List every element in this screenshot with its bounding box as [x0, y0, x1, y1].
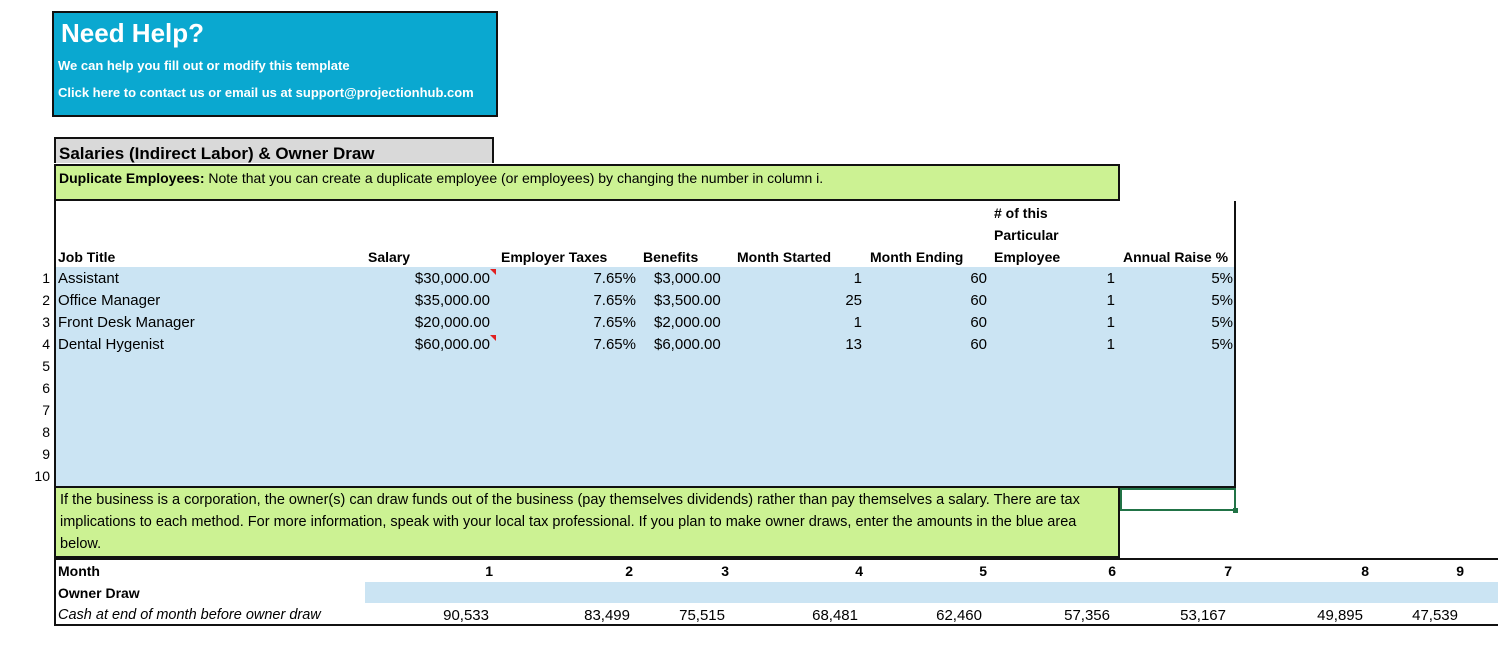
row-number: 9 — [42, 446, 50, 462]
section-title: Salaries (Indirect Labor) & Owner Draw — [54, 137, 494, 163]
cash-value: 90,533 — [443, 607, 489, 624]
col-job-title: Job Title — [58, 249, 116, 265]
job-title-cell[interactable]: Office Manager — [58, 292, 161, 309]
employee-count-cell[interactable]: 1 — [1106, 270, 1115, 287]
col-employer-taxes: Employer Taxes — [501, 249, 608, 265]
annual-raise-cell[interactable]: 5% — [1211, 292, 1233, 309]
cash-value: 62,460 — [936, 607, 982, 624]
month-header: 9 — [1456, 563, 1464, 579]
month-started-cell[interactable]: 13 — [845, 336, 862, 353]
col-employee-count-line2: Particular — [994, 227, 1059, 243]
selected-cell[interactable] — [1120, 488, 1236, 511]
row-number: 4 — [42, 336, 50, 352]
row-number: 7 — [42, 402, 50, 418]
benefits-cell[interactable]: $3,500.00 — [654, 292, 721, 309]
row-number: 10 — [34, 468, 50, 484]
row-number: 6 — [42, 380, 50, 396]
cash-value: 57,356 — [1064, 607, 1110, 624]
cash-value: 75,515 — [679, 607, 725, 624]
need-help-box[interactable] — [52, 11, 498, 117]
owner-draw-label: Owner Draw — [58, 585, 140, 601]
row-number: 3 — [42, 314, 50, 330]
comment-indicator-icon[interactable] — [490, 269, 496, 275]
employee-count-cell[interactable]: 1 — [1106, 336, 1115, 353]
col-employee-count-line1: # of this — [994, 205, 1048, 221]
col-benefits: Benefits — [643, 249, 699, 265]
col-month-started: Month Started — [737, 249, 832, 265]
taxes-cell[interactable]: 7.65% — [593, 270, 636, 287]
fill-handle[interactable] — [1233, 508, 1238, 513]
month-header: 4 — [855, 563, 863, 579]
duplicate-employees-note — [54, 164, 1120, 201]
row-number: 8 — [42, 424, 50, 440]
salary-cell[interactable]: $60,000.00 — [414, 336, 490, 353]
col-salary: Salary — [368, 249, 411, 265]
month-ending-cell[interactable]: 60 — [970, 270, 987, 287]
annual-raise-cell[interactable]: 5% — [1211, 314, 1233, 331]
month-header: 8 — [1361, 563, 1369, 579]
month-header: 1 — [485, 563, 493, 579]
month-ending-cell[interactable]: 60 — [970, 292, 987, 309]
comment-indicator-icon[interactable] — [490, 335, 496, 341]
annual-raise-cell[interactable]: 5% — [1211, 270, 1233, 287]
salary-cell[interactable]: $30,000.00 — [414, 270, 490, 287]
salary-cell[interactable]: $35,000.00 — [414, 292, 490, 309]
month-ending-cell[interactable]: 60 — [970, 314, 987, 331]
month-header: 6 — [1108, 563, 1116, 579]
month-header: 2 — [625, 563, 633, 579]
help-title: Need Help? — [61, 18, 205, 48]
annual-raise-cell[interactable]: 5% — [1211, 336, 1233, 353]
salary-cell[interactable]: $20,000.00 — [414, 314, 490, 331]
benefits-cell[interactable]: $6,000.00 — [654, 336, 721, 353]
job-title-cell[interactable]: Assistant — [58, 270, 119, 287]
col-employee-count-line3: Employee — [994, 249, 1061, 265]
month-started-cell[interactable]: 1 — [853, 314, 862, 331]
note-label: Duplicate Employees: — [59, 170, 205, 186]
taxes-cell[interactable]: 7.65% — [593, 314, 636, 331]
cash-label: Cash at end of month before owner draw — [58, 607, 321, 623]
taxes-cell[interactable]: 7.65% — [593, 336, 636, 353]
owner-draw-info: If the business is a corporation, the owner(s) can draw funds out of the business (pay themselves dividends) rather than pay themselves a salary. There are tax implications to each method. For more information, speak with your local tax professional. If you plan to make owner draws, enter the amounts in the blue area below. — [54, 488, 1120, 558]
row-number: 5 — [42, 358, 50, 374]
note-text: Note that you can create a duplicate employee (or employees) by changing the number in column i. — [204, 170, 824, 186]
row-number: 1 — [42, 270, 50, 286]
col-month-ending: Month Ending — [870, 249, 964, 265]
cash-value: 68,481 — [812, 607, 858, 624]
month-label: Month — [58, 563, 100, 579]
col-annual-raise: Annual Raise % — [1123, 249, 1229, 265]
row-number: 2 — [42, 292, 50, 308]
help-subtitle: We can help you fill out or modify this template — [58, 58, 350, 73]
month-header: 5 — [979, 563, 987, 579]
help-contact-link[interactable]: Click here to contact us or email us at support@projectionhub.com — [58, 85, 474, 100]
benefits-cell[interactable]: $2,000.00 — [654, 314, 721, 331]
taxes-cell[interactable]: 7.65% — [593, 292, 636, 309]
cash-value: 83,499 — [584, 607, 630, 624]
job-title-cell[interactable]: Front Desk Manager — [58, 314, 195, 331]
month-ending-cell[interactable]: 60 — [970, 336, 987, 353]
job-title-cell[interactable]: Dental Hygenist — [58, 336, 164, 353]
month-header: 7 — [1224, 563, 1232, 579]
month-started-cell[interactable]: 1 — [853, 270, 862, 287]
cash-value: 47,539 — [1412, 607, 1458, 624]
month-started-cell[interactable]: 25 — [845, 292, 862, 309]
month-header: 3 — [721, 563, 729, 579]
cash-value: 49,895 — [1317, 607, 1363, 624]
employee-count-cell[interactable]: 1 — [1106, 292, 1115, 309]
employee-count-cell[interactable]: 1 — [1106, 314, 1115, 331]
cash-value: 53,167 — [1180, 607, 1226, 624]
benefits-cell[interactable]: $3,000.00 — [654, 270, 721, 287]
